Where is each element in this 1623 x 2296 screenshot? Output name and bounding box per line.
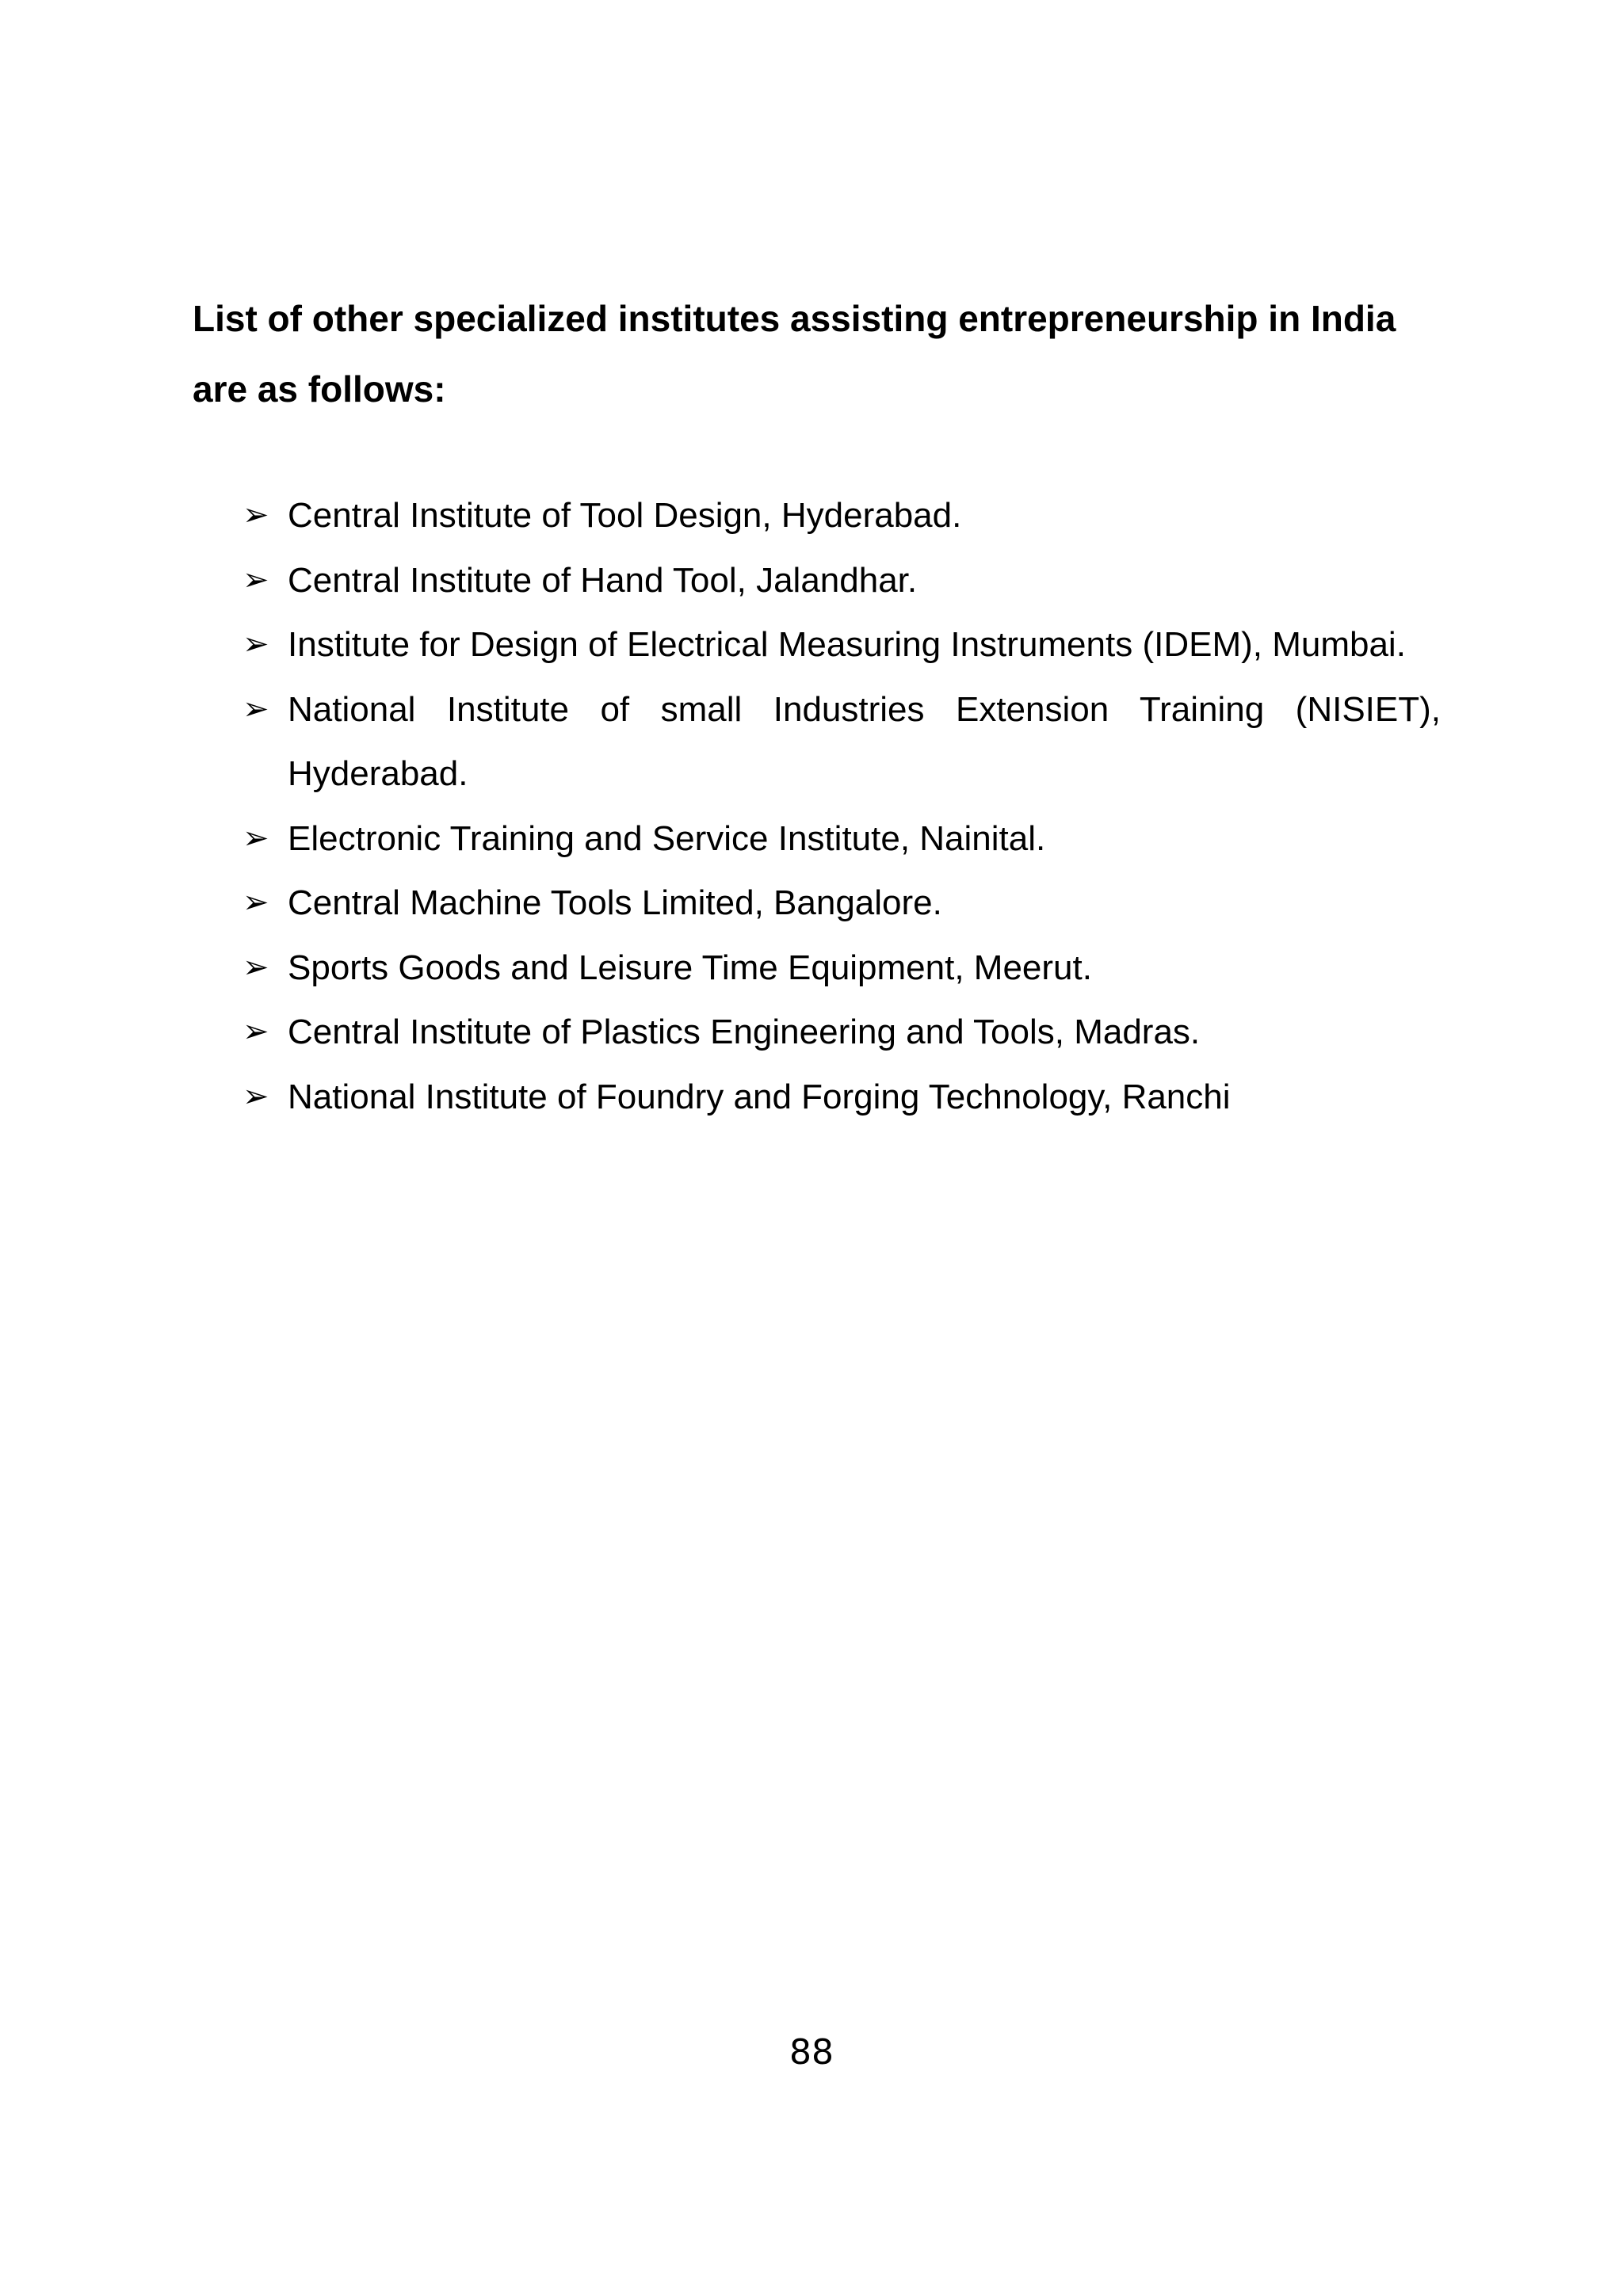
list-item-text: National Institute of small Industries Extension Training (NISIET), Hyderabad. <box>288 689 1441 793</box>
arrow-bullet-icon: ➢ <box>242 627 269 662</box>
list-item-text: Central Machine Tools Limited, Bangalore. <box>288 883 942 922</box>
list-item <box>242 807 1441 871</box>
arrow-bullet-icon: ➢ <box>242 1014 269 1049</box>
list-item <box>242 677 1441 807</box>
arrow-bullet-icon: ➢ <box>242 820 269 856</box>
list-item <box>242 936 1441 1001</box>
section-heading: List of other specialized institutes assisting entrepreneurship in India are as follows: <box>193 298 1396 410</box>
list-item <box>242 1000 1441 1065</box>
list-item <box>242 483 1441 548</box>
list-item-text: Electronic Training and Service Institute, Nainital. <box>288 818 1046 858</box>
list-item-text: Central Institute of Plastics Engineering and Tools, Madras. <box>288 1013 1201 1051</box>
list-item <box>242 1065 1441 1130</box>
arrow-bullet-icon: ➢ <box>242 1078 269 1114</box>
list-item-text: Central Institute of Hand Tool, Jalandhar. <box>288 560 918 600</box>
page-number: 88 <box>789 2032 834 2073</box>
list-item-text: Central Institute of Tool Design, Hyderabad. <box>288 496 962 535</box>
list-item-text: National Institute of Foundry and Forging Technology, Ranchi <box>288 1077 1231 1116</box>
list-item <box>242 871 1441 936</box>
arrow-bullet-icon: ➢ <box>242 885 269 920</box>
arrow-bullet-icon: ➢ <box>242 498 269 532</box>
list-item-text: Institute for Design of Electrical Measuring Instruments (IDEM), Mumbai. <box>288 625 1406 664</box>
arrow-bullet-icon: ➢ <box>242 562 269 597</box>
list-item-text: Sports Goods and Leisure Time Equipment, Meerut. <box>288 948 1092 987</box>
arrow-bullet-icon: ➢ <box>242 949 269 985</box>
arrow-bullet-icon: ➢ <box>242 691 269 727</box>
list-item <box>242 548 1441 613</box>
list-item <box>242 612 1441 677</box>
institutes-list <box>242 483 1441 1129</box>
